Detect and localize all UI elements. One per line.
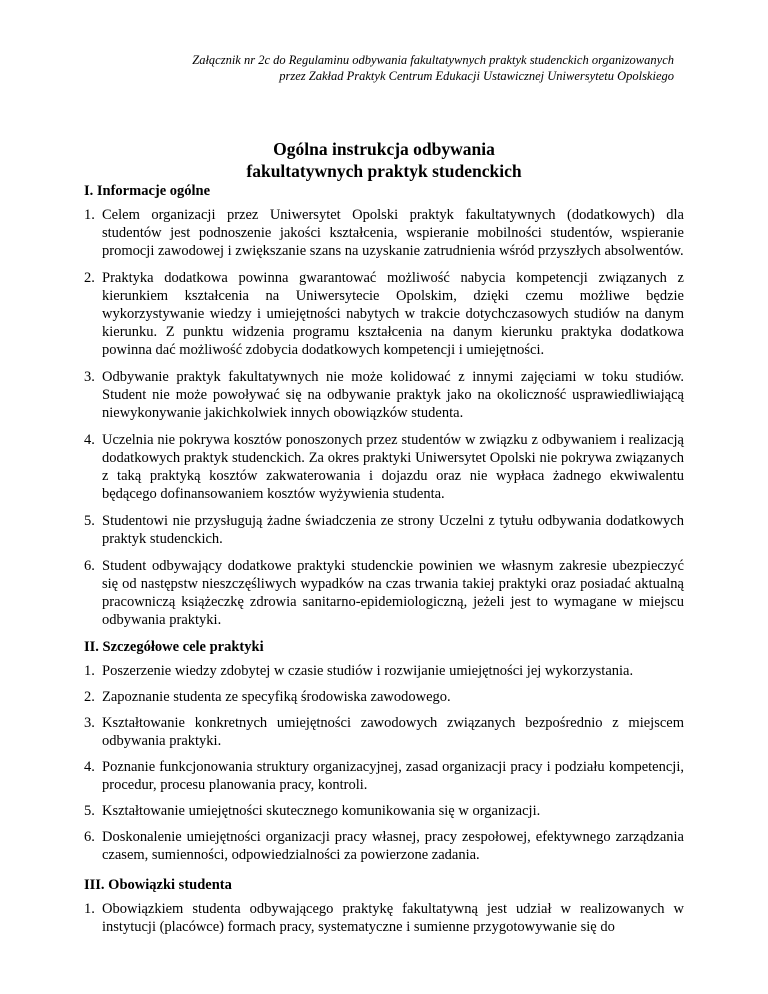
section-list xyxy=(84,662,684,864)
header-line-1: Załącznik nr 2c do Regulaminu odbywania fakultatywnych praktyk studenckich organizowanych xyxy=(192,53,674,67)
item-text: Poszerzenie wiedzy zdobytej w czasie studiów i rozwijanie umiejętności jej wykorzystania. xyxy=(102,663,634,679)
document-header xyxy=(74,52,674,84)
list-item xyxy=(84,714,684,750)
item-number: 5. xyxy=(84,513,95,529)
header-line-2: przez Zakład Praktyk Centrum Edukacji Ustawicznej Uniwersytetu Opolskiego xyxy=(279,69,674,83)
item-number: 1. xyxy=(84,207,95,223)
item-text: Student odbywający dodatkowe praktyki studenckie powinien we własnym zakresie ubezpieczyć się od następstw nieszczęśliwych wypadków na czas trwania takiej praktyki oraz posiadać aktualną pracowniczą książeczkę zdrowia sanitarno-epidemiologiczną, jeżeli jest to wymagane w miejscu odbywania praktyki. xyxy=(102,558,684,628)
list-item xyxy=(84,269,684,359)
item-number: 2. xyxy=(84,270,95,286)
section-list xyxy=(84,900,684,936)
item-text: Uczelnia nie pokrywa kosztów ponoszonych przez studentów w związku z odbywaniem i realizacją dodatkowych praktyk studenckich. Za okres praktyki Uniwersytet Opolski nie pokrywa związanych z taką praktyką kosztów zakwaterowania i dojazdu oraz nie wypłaca żadnego ekwiwalentu będącego dofinansowaniem kosztów wyżywienia studenta. xyxy=(102,432,684,502)
title-line-2: fakultatywnych praktyk studenckich xyxy=(246,161,522,181)
list-item xyxy=(84,900,684,936)
section-detailed-goals xyxy=(84,638,684,864)
list-item xyxy=(84,431,684,503)
item-text: Praktyka dodatkowa powinna gwarantować możliwość nabycia kompetencji związanych z kierunkiem kształcenia na Uniwersytecie Opolskim, dzięki czemu możliwe będzie wykorzystywanie wiedzy i umiejętności nabytych w trakcie dotychczasowych studiów na danym kierunku. Z punktu widzenia programu kształcenia na danym kierunku praktyka dodatkowa powinna dać możliwość zdobycia dodatkowych kompetencji i umiejętności. xyxy=(102,270,684,358)
list-item xyxy=(84,662,684,680)
item-number: 4. xyxy=(84,759,95,775)
item-number: 5. xyxy=(84,803,95,819)
list-item xyxy=(84,512,684,548)
list-item xyxy=(84,688,684,706)
document-body xyxy=(84,182,684,936)
item-text: Obowiązkiem studenta odbywającego praktykę fakultatywną jest udział w realizowanych w instytucji (placówce) formach pracy, systematyczne i sumienne przygotowywanie się do xyxy=(102,901,684,935)
item-text: Odbywanie praktyk fakultatywnych nie może kolidować z innymi zajęciami w toku studiów. Student nie może powoływać się na odbywanie praktyk jako na okoliczność usprawiedliwiającą niewykonywanie jakichkolwiek innych obowiązków studenta. xyxy=(102,369,684,421)
item-number: 3. xyxy=(84,715,95,731)
section-student-duties xyxy=(84,876,684,936)
list-item xyxy=(84,828,684,864)
item-text: Zapoznanie studenta ze specyfiką środowiska zawodowego. xyxy=(102,689,451,705)
item-text: Celem organizacji przez Uniwersytet Opolski praktyk fakultatywnych (dodatkowych) dla studentów jest podnoszenie jakości kształcenia, wspieranie mobilności studentów, wspieranie promocji zawodowej i zwiększanie szans na uzyskanie zatrudnienia wśród przyszłych absolwentów. xyxy=(102,207,684,259)
list-item xyxy=(84,206,684,260)
item-text: Kształtowanie konkretnych umiejętności zawodowych związanych bezpośrednio z miejscem odbywania praktyki. xyxy=(102,715,684,749)
item-number: 4. xyxy=(84,432,95,448)
section-heading: I. Informacje ogólne xyxy=(84,183,211,199)
item-number: 2. xyxy=(84,689,95,705)
section-heading: III. Obowiązki studenta xyxy=(84,877,232,893)
section-general-info xyxy=(84,182,684,629)
item-text: Poznanie funkcjonowania struktury organizacyjnej, zasad organizacji pracy i podziału kompetencji, procedur, procesu planowania pracy, kontroli. xyxy=(102,759,684,793)
section-heading: II. Szczegółowe cele praktyki xyxy=(84,639,264,655)
item-number: 3. xyxy=(84,369,95,385)
item-number: 6. xyxy=(84,558,95,574)
item-text: Doskonalenie umiejętności organizacji pracy własnej, pracy zespołowej, efektywnego zarządzania czasem, sumienności, odpowiedzialności za powierzone zadania. xyxy=(102,829,684,863)
document-title xyxy=(0,138,768,182)
list-item xyxy=(84,368,684,422)
list-item xyxy=(84,557,684,629)
item-number: 1. xyxy=(84,663,95,679)
item-number: 1. xyxy=(84,901,95,917)
title-line-1: Ogólna instrukcja odbywania xyxy=(273,139,495,159)
item-number: 6. xyxy=(84,829,95,845)
item-text: Studentowi nie przysługują żadne świadczenia ze strony Uczelni z tytułu odbywania dodatkowych praktyk studenckich. xyxy=(102,513,684,547)
section-list xyxy=(84,206,684,629)
list-item xyxy=(84,758,684,794)
list-item xyxy=(84,802,684,820)
item-text: Kształtowanie umiejętności skutecznego komunikowania się w organizacji. xyxy=(102,803,541,819)
